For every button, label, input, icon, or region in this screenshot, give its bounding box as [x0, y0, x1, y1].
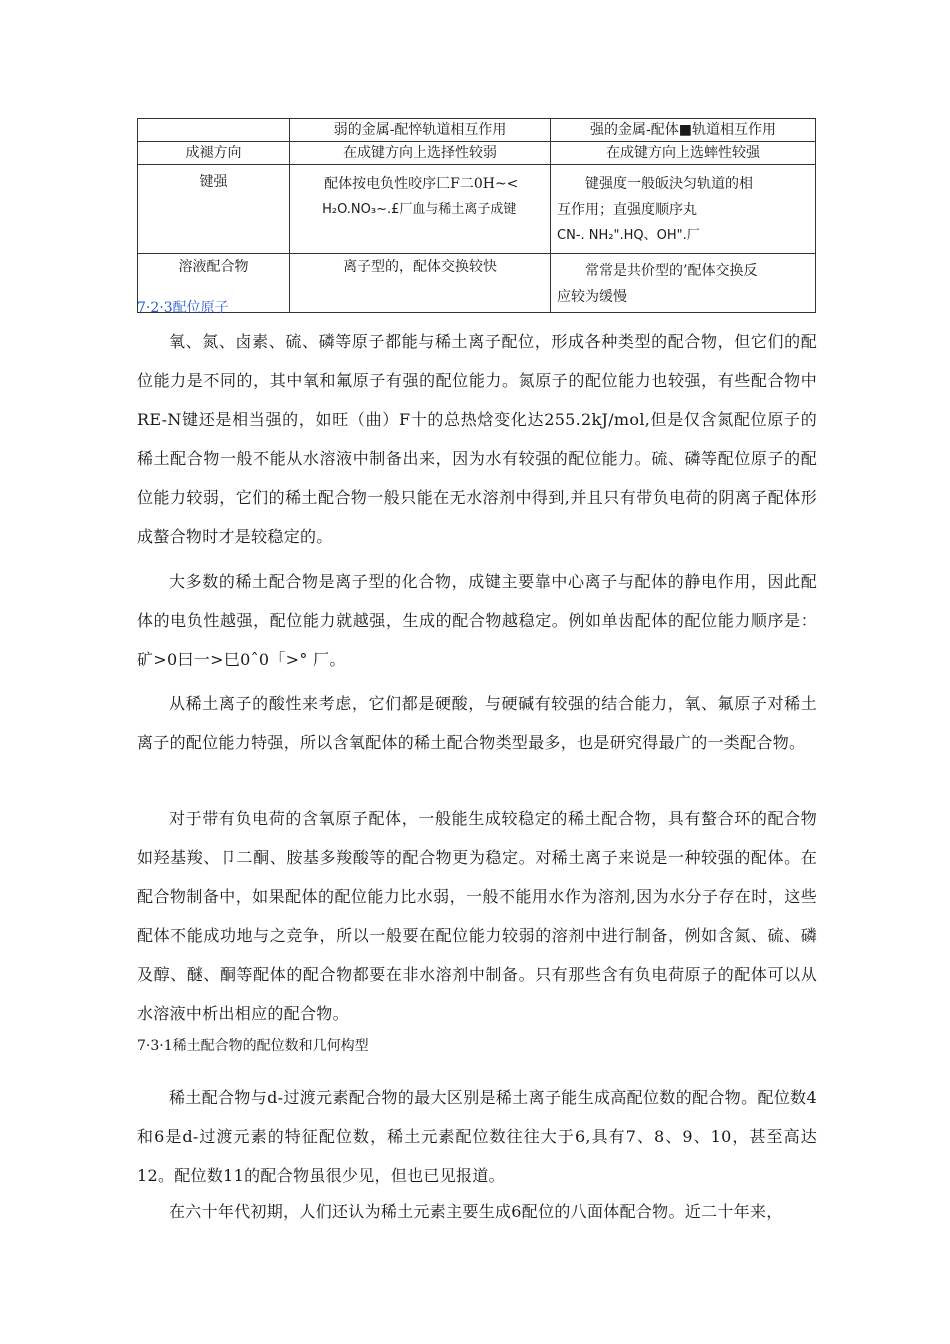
table-header-cell: 强的金属-配体■轨道相互作用	[551, 119, 816, 142]
comparison-table	[137, 118, 816, 313]
paragraph: 氧、氮、卤素、硫、磷等原子都能与稀土离子配位，形成各种类型的配合物，但它们的配位能力是不同的，其中氧和氟原子有强的配位能力。氮原子的配位能力也较强，有些配合物中RE-N键还是相当强的，如旺（曲）F十的总热焓变化达255.2kJ/mol,但是仅含氮配位原子的稀土配合物一般不能从水溶液中制备出来，因为水有较强的配位能力。硫、磷等配位原子的配位能力较弱，它们的稀土配合物一般只能在无水溶剂中得到,并且只有带负电荷的阴离子配体形成螯合物时才是较稳定的。	[137, 332, 817, 546]
paragraph: 在六十年代初期，人们还认为稀土元素主要生成6配位的八面体配合物。近二十年来，	[169, 1202, 783, 1221]
paragraph: 稀土配合物与d-过渡元素配合物的最大区别是稀土离子能生成高配位数的配合物。配位数4和6是d-过渡元素的特征配位数，稀土元素配位数往往大于6,具有7、8、9、10，甚至高达12。配位数11的配合物虽很少见，但也已见报道。	[137, 1088, 817, 1185]
paragraph: 对于带有负电荷的含氧原子配体，一般能生成较稳定的稀土配合物，具有螯合环的配合物如羟基羧、卩二酮、胺基多羧酸等的配合物更为稳定。对稀土离子来说是一种较强的配体。在配合物制备中，如果配体的配位能力比水弱，一般不能用水作为溶剂,因为水分子存在时，这些配体不能成功地与之竞争，所以一般要在配位能力较弱的溶剂中进行制备，例如含氮、硫、磷及醇、醚、酮等配体的配合物都要在非水溶剂中制备。只有那些含有负电荷原子的配体可以从水溶液中析出相应的配合物。	[137, 809, 817, 1023]
section-heading: 7·3·1稀土配合物的配位数和几何构型	[137, 1038, 369, 1054]
table-cell: 溶液配合物	[138, 254, 290, 313]
table-cell	[551, 254, 816, 313]
table-cell: 在成键方向上选蟀性较强	[551, 142, 816, 165]
table-cell-line: 常常是共价型的’配体交换反	[585, 263, 758, 279]
table-cell	[551, 165, 816, 254]
table-cell-line: 键强度一般皈決匀轨道的相	[585, 176, 754, 192]
paragraph: 从稀土离子的酸性来考虑，它们都是硬酸，与硬碱有较强的结合能力，氧、氟原子对稀土离子的配位能力特强，所以含氧配体的稀土配合物类型最多，也是研究得最广的一类配合物。	[137, 694, 817, 752]
table-row	[138, 165, 816, 254]
table-cell: 在成键方向上选择性较弱	[290, 142, 551, 165]
table-cell-line: 互作用；直强度顺序丸	[557, 202, 698, 218]
table-header-cell	[138, 119, 290, 142]
table-row	[138, 254, 816, 313]
table-cell: 成褪方向	[138, 142, 290, 165]
section-heading: 7·2·3配位原子	[137, 300, 229, 316]
table-cell-line: 配体按电负性咬序匚F二0H~<	[324, 176, 519, 192]
table-cell-line: 应较为缓慢	[557, 289, 628, 305]
table-cell-line: H₂O.NO₃~.£厂血与稀土离子成键	[322, 202, 517, 217]
table-cell	[290, 165, 551, 254]
table-cell: 键强	[138, 165, 290, 254]
table-header-cell: 弱的金属-配悴轨道相互作用	[290, 119, 551, 142]
table-cell-line: CN-. NH₂".HQ、OH".厂	[557, 228, 700, 243]
table-row	[138, 142, 816, 165]
table-cell: 离子型的，配体交换较快	[290, 254, 551, 313]
table-header-row	[138, 119, 816, 142]
paragraph: 大多数的稀土配合物是离子型的化合物，成键主要靠中心离子与配体的静电作用，因此配体的电负性越强，配位能力就越强，生成的配合物越稳定。例如单齿配体的配位能力顺序是：矿>0曰一>巳0ˆ0「>° 厂。	[137, 572, 817, 669]
